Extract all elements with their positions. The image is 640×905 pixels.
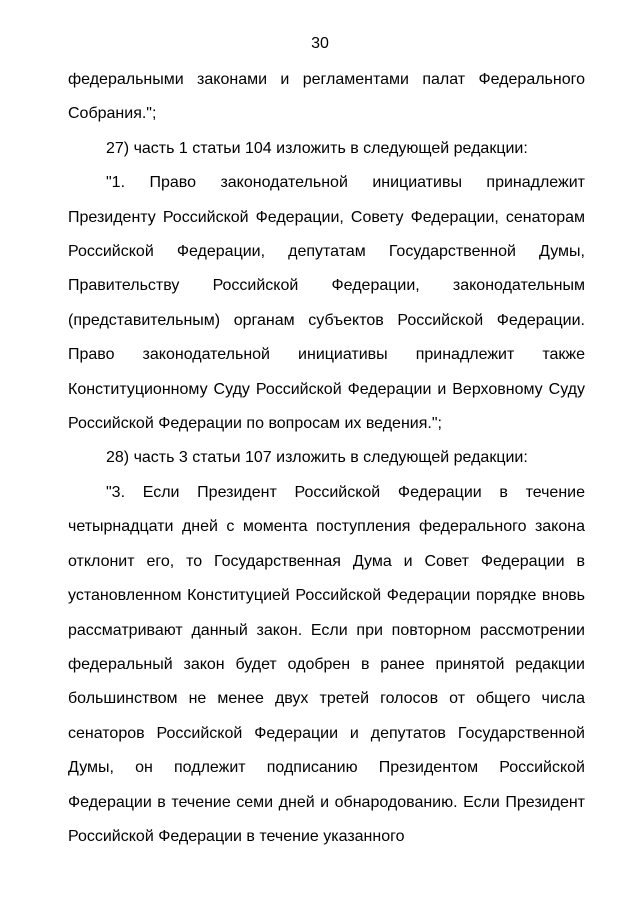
paragraph-article-104-text: "1. Право законодательной инициативы принадлежит Президенту Российской Федерации, Совету Федерации, сенаторам Российской Федерации, депутатам Государственной Думы, Правительству Российской Федерации, законодательным (представительным) органам субъектов Российской Федерации. Право законодательной инициативы принадлежит также Конституционному Суду Российской Федерации и Верховному Суду Российской Федерации по вопросам их ведения."; (68, 174, 585, 433)
paragraph-article-107-text: "3. Если Президент Российской Федерации в течение четырнадцати дней с момента поступления федерального закона отклонит его, то Государственная Дума и Совет Федерации в установленном Конституцией Российской Федерации порядке вновь рассматривают данный закон. Если при повторном рассмотрении федеральный закон будет одобрен в ранее принятой редакции большинством не менее двух третей голосов от общего числа сенаторов Российской Федерации и депутатов Государственной Думы, он подлежит подписанию Президентом Российской Федерации в течение семи дней и обнародованию. Если Президент Российской Федерации в течение указанного (68, 483, 585, 845)
paragraph-continuation: федеральными законами и регламентами палат Федерального Собрания."; (68, 71, 585, 123)
paragraph-amendment-27: 27) часть 1 статьи 104 изложить в следующей редакции: (106, 139, 528, 157)
paragraph-amendment-28: 28) часть 3 статьи 107 изложить в следующей редакции: (106, 449, 528, 467)
document-body (68, 63, 585, 854)
page-number: 30 (311, 35, 329, 52)
